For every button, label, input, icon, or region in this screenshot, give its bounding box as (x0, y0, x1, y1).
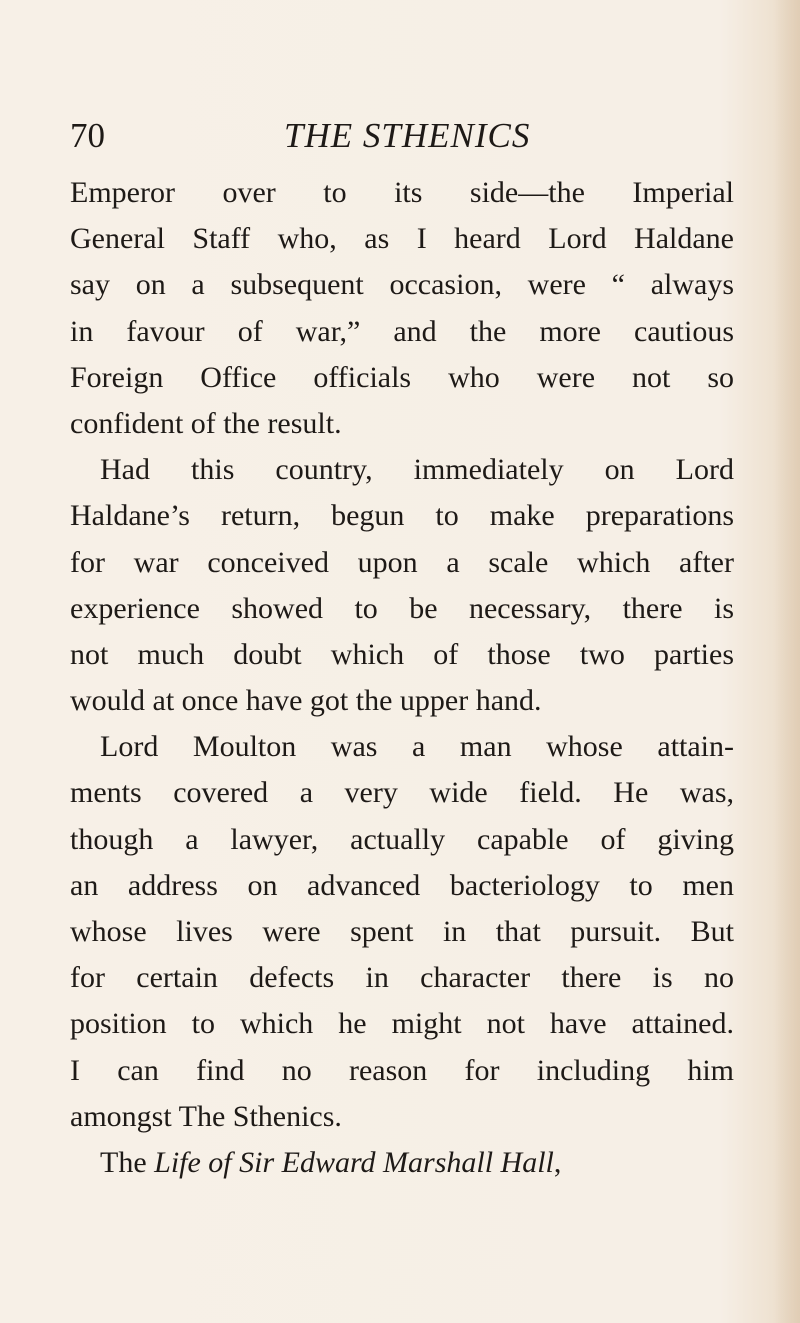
text-line: I can find no reason for including him (70, 1053, 734, 1087)
text-suffix: , (553, 1145, 562, 1179)
text-line: Had this country, immediately on Lord (100, 453, 734, 487)
body-text (70, 170, 734, 1186)
text-line: position to which he might not have attained. (70, 1007, 734, 1041)
text-line: ments covered a very wide field. He was, (70, 776, 734, 810)
text-line: for war conceived upon a scale which after (70, 545, 734, 579)
text-line: Haldane’s return, begun to make preparations (70, 499, 734, 533)
book-title: Life of Sir Edward Marshall Hall (154, 1145, 554, 1179)
text-line: say on a subsequent occasion, were “ always (70, 268, 734, 302)
text-line: Lord Moulton was a man whose attain- (100, 730, 734, 764)
text-prefix: The (100, 1145, 155, 1179)
running-head: THE STHENICS (284, 116, 531, 155)
text-line: in favour of war,” and the more cautious (70, 314, 734, 348)
text-line-final (70, 1140, 734, 1186)
text-line: for certain defects in character there is no (70, 961, 734, 995)
text-line: not much doubt which of those two parties (70, 637, 734, 671)
text-line: Emperor over to its side—the Imperial (70, 176, 734, 209)
page-edge-shadow (774, 0, 800, 1323)
text-line: confident of the result. (70, 406, 342, 440)
text-line: an address on advanced bacteriology to men (70, 868, 734, 902)
text-line: experience showed to be necessary, there is (70, 591, 734, 625)
page-header (70, 116, 734, 162)
text-line: though a lawyer, actually capable of giving (70, 822, 734, 856)
text-line: Foreign Office officials who were not so (70, 360, 734, 394)
text-line: General Staff who, as I heard Lord Haldane (70, 222, 734, 256)
text-line: whose lives were spent in that pursuit. But (70, 915, 734, 948)
text-line: amongst The Sthenics. (70, 1099, 342, 1133)
text-line: would at once have got the upper hand. (70, 684, 542, 718)
page-number: 70 (70, 116, 105, 155)
